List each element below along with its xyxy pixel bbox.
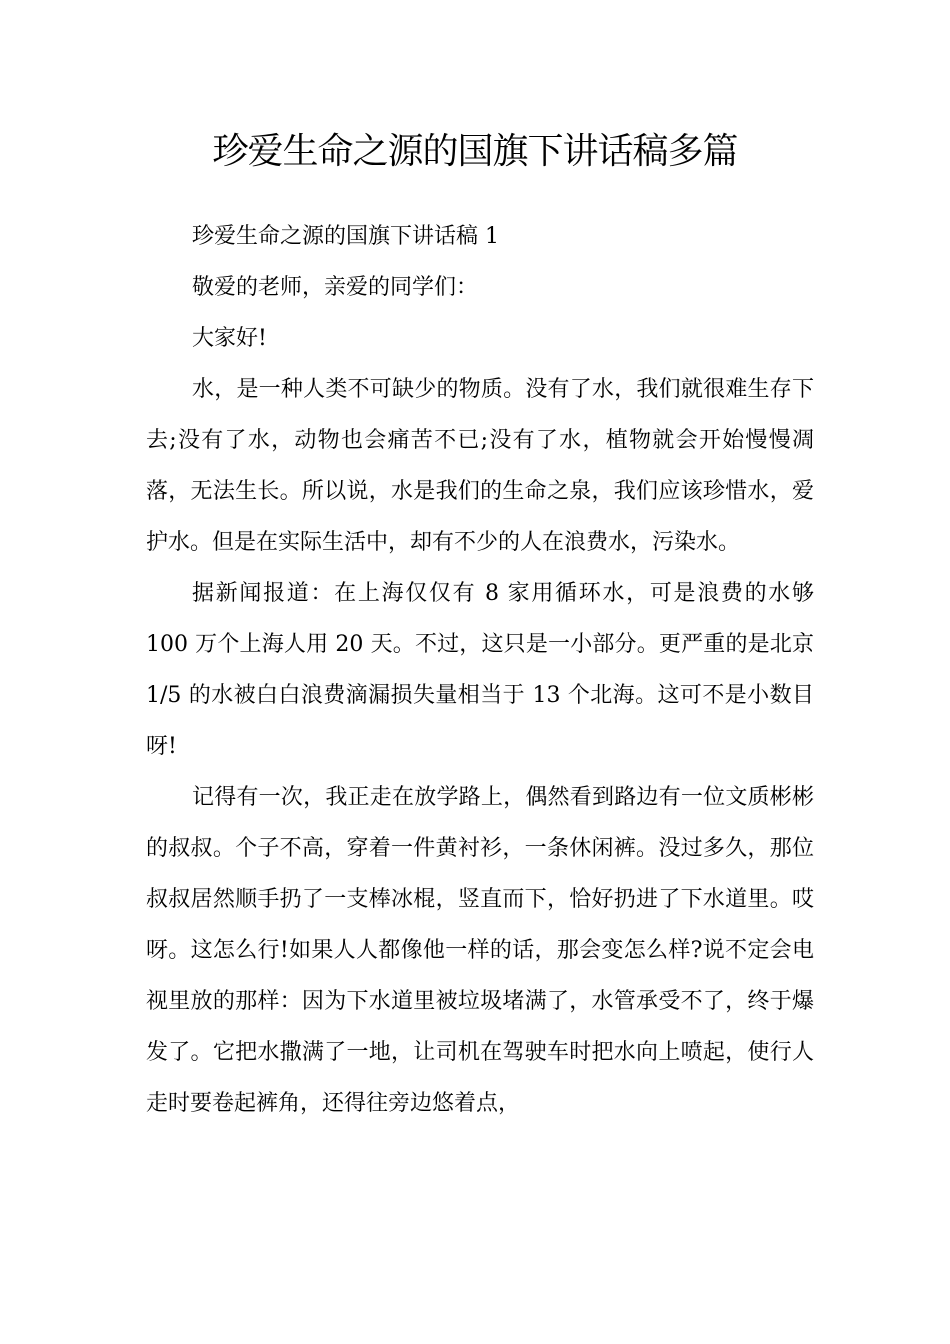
section-heading: 珍爱生命之源的国旗下讲话稿 1 bbox=[192, 224, 499, 249]
body-paragraph: 水，是一种人类不可缺少的物质。没有了水，我们就很难生存下去;没有了水，动物也会痛苦不已;没有了水，植物就会开始慢慢凋落，无法生长。所以说，水是我们的生命之泉，我们应该珍惜水，爱护水。但是在实际生活中，却有不少的人在浪费水，污染水。 bbox=[146, 377, 814, 555]
greeting: 大家好! bbox=[192, 326, 267, 351]
body-paragraph: 据新闻报道：在上海仅仅有 8 家用循环水，可是浪费的水够 100 万个上海人用 20 天。不过，这只是一小部分。更严重的是北京 1/5 的水被白白浪费滴漏损失量相当于 13 个北海。这可不是小数目呀! bbox=[146, 581, 814, 759]
body-paragraph: 记得有一次，我正走在放学路上，偶然看到路边有一位文质彬彬的叔叔。个子不高，穿着一件黄衬衫，一条休闲裤。没过多久，那位叔叔居然顺手扔了一支棒冰棍，竖直而下，恰好扔进了下水道里。哎呀。这怎么行!如果人人都像他一样的话，那会变怎么样?说不定会电视里放的那样：因为下水道里被垃圾堵满了，水管承受不了，终于爆发了。它把水撒满了一地，让司机在驾驶车时把水向上喷起，使行人走时要卷起裤角，还得往旁边悠着点， bbox=[146, 785, 814, 1116]
document-title: 珍爱生命之源的国旗下讲话稿多篇 bbox=[212, 131, 738, 173]
salutation: 敬爱的老师，亲爱的同学们： bbox=[192, 275, 479, 300]
document-body bbox=[146, 211, 814, 1129]
